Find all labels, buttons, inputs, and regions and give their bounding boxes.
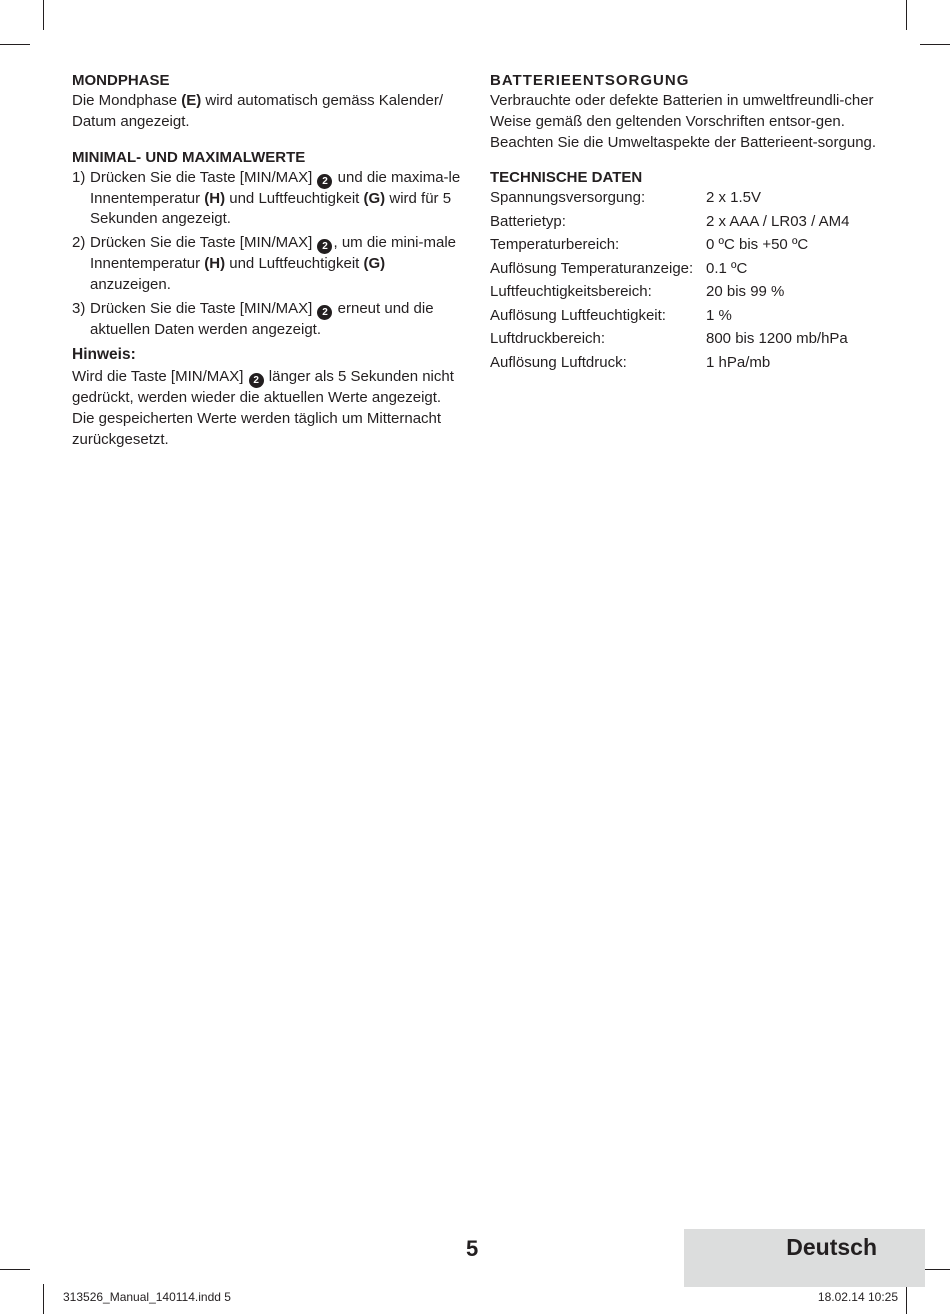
crop-mark-bottom-right-v bbox=[906, 1284, 907, 1314]
language-label: Deutsch bbox=[786, 1234, 877, 1260]
minmax-steps bbox=[72, 168, 467, 341]
step-item: 1) Drücken Sie die Taste [MIN/MAX] 2 und die maxima-le Innentemperatur (H) und Luftfeuchtigkeit (G) wird für 5 Sekunden angezeigt. bbox=[72, 168, 461, 228]
table-row: Luftfeuchtigkeitsbereich: 20 bis 99 % bbox=[490, 283, 785, 301]
table-row: Temperaturbereich: 0 ºC bis +50 ºC bbox=[490, 236, 809, 254]
crop-mark-bottom-left-h bbox=[0, 1269, 30, 1270]
technische-section bbox=[490, 167, 880, 376]
hinweis-section bbox=[72, 345, 467, 451]
entsorgung-heading: BATTERIEENTSORGUNG bbox=[490, 72, 690, 89]
spec-table bbox=[490, 188, 849, 376]
mondphase-text: Die Mondphase (E) wird automatisch gemäss Kalender/ Datum angezeigt. bbox=[72, 92, 444, 130]
button-2-badge-icon: 2 bbox=[317, 174, 332, 189]
table-row: Auflösung Luftfeuchtigkeit: 1 % bbox=[490, 306, 732, 324]
hinweis-text: Wird die Taste [MIN/MAX] 2 länger als 5 Sekunden nicht gedrückt, werden wieder die aktuellen Werte angezeigt. Die gespeicherten Werte werden täglich um Mitternacht zurückgesetzt. bbox=[72, 368, 454, 448]
crop-mark-top-left-h bbox=[0, 44, 30, 45]
table-row: Luftdruckbereich: 800 bis 1200 mb/hPa bbox=[490, 330, 848, 348]
button-2-badge-icon: 2 bbox=[317, 305, 332, 320]
crop-mark-top-left-v bbox=[43, 0, 44, 30]
table-row: Spannungsversorgung: 2 x 1.5V bbox=[490, 189, 762, 207]
mondphase-section bbox=[72, 70, 467, 133]
left-column bbox=[72, 70, 467, 451]
table-row: Auflösung Temperaturanzeige: 0.1 ºC bbox=[490, 259, 748, 277]
crop-mark-top-right-v bbox=[906, 0, 907, 30]
step-item: 2) Drücken Sie die Taste [MIN/MAX] 2 , um die mini-male Innentemperatur (H) und Luftfeuchtigkeit (G) anzuzeigen. bbox=[72, 234, 457, 293]
hinweis-heading: Hinweis: bbox=[72, 345, 136, 363]
page-number: 5 bbox=[466, 1236, 479, 1261]
technische-heading: TECHNISCHE DATEN bbox=[490, 169, 643, 187]
slug-timestamp: 18.02.14 10:25 bbox=[817, 1290, 898, 1304]
slug-filename: 313526_Manual_140114.indd 5 bbox=[63, 1290, 231, 1304]
button-2-badge-icon: 2 bbox=[317, 239, 332, 254]
crop-mark-top-right-h bbox=[920, 44, 950, 45]
right-column bbox=[490, 70, 880, 376]
crop-mark-bottom-left-v bbox=[43, 1284, 44, 1314]
button-2-badge-icon: 2 bbox=[249, 373, 264, 388]
table-row: Auflösung Luftdruck: 1 hPa/mb bbox=[490, 353, 771, 371]
entsorgung-text: Verbrauchte oder defekte Batterien in umweltfreundli-cher Weise gemäß den geltenden Vorschriften entsor-gen. Beachten Sie die Umweltaspekte der Batterieent-sorgung. bbox=[490, 92, 877, 151]
minmax-section bbox=[72, 147, 467, 341]
mondphase-heading: MONDPHASE bbox=[72, 72, 170, 89]
entsorgung-section bbox=[490, 70, 880, 153]
language-tab bbox=[684, 1229, 925, 1287]
step-item: 3) Drücken Sie die Taste [MIN/MAX] 2 erneut und die aktuellen Daten werden angezeigt. bbox=[72, 299, 434, 338]
table-row: Batterietyp: 2 x AAA / LR03 / AM4 bbox=[490, 212, 850, 230]
minmax-heading: MINIMAL- UND MAXIMALWERTE bbox=[72, 148, 306, 166]
